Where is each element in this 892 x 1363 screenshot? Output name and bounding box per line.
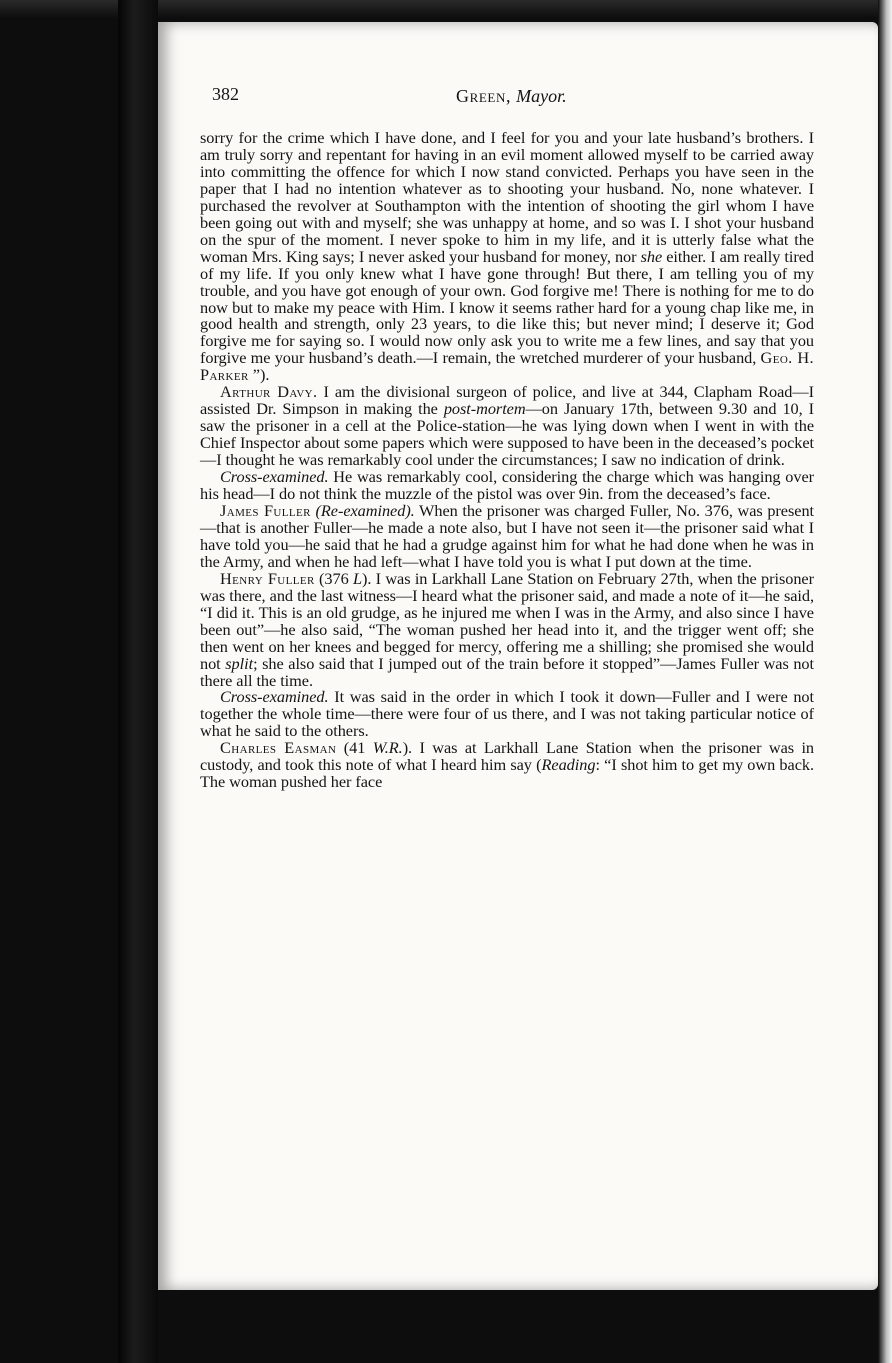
letter-text-2: either. I am really tired of my life. If you only knew what I have gone through! But there, I am telling you of my trouble, and you have got enough of your own. God forgive me! There is nothing for me to do now but to make my peace with Him. I know it seems rather hard for a young chap like me, in good health and strength, only 23 years, to die like this; but never mind; I deserve it; God forgive me for saying so. I would now only ask you to write me a few lines, and say that you forgive me your husband’s death.—I remain, the wretched murderer of your husband, [200, 246, 814, 368]
constable-number-close: ). [361, 568, 372, 588]
page-number: 382 [212, 84, 239, 104]
running-head-title: Mayor. [516, 86, 567, 106]
testimony-text: When the prisoner was charged Fuller, No. 376, was present—that is another Fuller—he made a note also, but I have not seen it—the prisoner said what I have told you—he said that he had a grudge against him for what he had done when he was in the Army, and when he had left—what I have told you is what I put down at the time. [200, 500, 815, 571]
letter-italic-she: she [640, 246, 663, 266]
cross-examination-henry-fuller [200, 689, 814, 740]
witness-name: Arthur Davy. [220, 382, 318, 402]
cross-examination-text: He was remarkably cool, considering the charge which was hanging over his head—I do not think the muzzle of the pistol was over 9in. from the deceased’s face. [200, 467, 814, 504]
page-header [212, 84, 812, 108]
testimony-text: : “I shot him to get my own back. The woman pushed her face [200, 755, 814, 792]
constable-number-close: ). [402, 738, 413, 758]
constable-number: (376 [314, 568, 353, 588]
testimony-text: ; she also said that I jumped out of the train before it stopped”—James Fuller was not there all the time. [200, 653, 814, 690]
italic-term: post-mortem [443, 399, 526, 419]
letter-continuation [200, 130, 814, 384]
division-letter: W.R. [372, 738, 403, 758]
testimony-text: I was in Larkhall Lane Station on February 27th, when the prisoner was there, and the last witness—I heard what the prisoner said, and made a note of it—he said, “I did it. This is an old grudge, as he injured me when I was in the Army, and also since I have been out”—he also said, “The woman pushed her head into it, and the trigger went off; she then went on her knees and begged for mercy, offering me a shilling; she promised she would not [200, 568, 814, 673]
cross-examination-davy [200, 469, 814, 503]
letter-text-1: sorry for the crime which I have done, and I feel for you and your late husband’s brothers. I am truly sorry and repentant for having in an evil moment allowed myself to be carried away into committing the offence for which I now stand convicted. Perhaps you have seen in the paper that I had no intention whatever as to shooting your husband. No, none whatever. I purchased the revolver at Southampton with the intention of shooting the girl whom I have been going out with and myself; she was unhappy at home, and so was I. I shot your husband on the spur of the moment. I never spoke to him in my life, and it is utterly false what the woman Mrs. King says; I never asked your husband for money, nor [200, 128, 814, 266]
witness-name: James Fuller [220, 500, 311, 520]
constable-number: (41 [336, 738, 373, 758]
cross-examined-label: Cross-examined. [220, 687, 329, 707]
letter-signature: Geo. H. Parker [200, 348, 814, 385]
book-binding-shadow [118, 0, 158, 1363]
cross-examination-text: It was said in the order in which I took it down—Fuller and I were not together the whole time—there were four of us there, and I was not taking particular notice of what he said to the others. [200, 687, 814, 741]
running-head-name: Green, [456, 86, 512, 106]
italic-term: Reading [541, 755, 596, 775]
testimony-james-fuller [200, 500, 815, 571]
testimony-text: —on January 17th, between 9.30 and 10, I saw the prisoner in a cell at the Police-station—he was lying down when I went in with the Chief Inspector about some papers which were supposed to have been in the deceased’s pocket—I thought he was remarkably cool under the circumstances; I saw no indication of drink. [200, 399, 815, 470]
letter-closing: ”). [248, 365, 270, 385]
running-head [456, 86, 567, 107]
testimony-arthur-davy [200, 384, 814, 469]
cross-examined-label: Cross-examined. [220, 467, 329, 487]
next-page-edge [878, 0, 892, 1363]
testimony-charles-easman [200, 740, 814, 791]
italic-term: split [225, 653, 254, 673]
page-body [200, 130, 814, 791]
testimony-text: I was at Larkhall Lane Station when the prisoner was in custody, and took this note of what I heard him say ( [200, 738, 815, 775]
book-page [158, 22, 878, 1290]
testimony-henry-fuller [200, 568, 814, 690]
witness-name: Henry Fuller [220, 568, 315, 588]
witness-name: Charles Easman [220, 738, 337, 758]
testimony-text: I am the divisional surgeon of police, and live at 344, Clapham Road—I assisted Dr. Simpson in making the [200, 382, 814, 419]
division-letter: L [352, 568, 362, 588]
re-examined-note: (Re-examined). [315, 500, 415, 520]
